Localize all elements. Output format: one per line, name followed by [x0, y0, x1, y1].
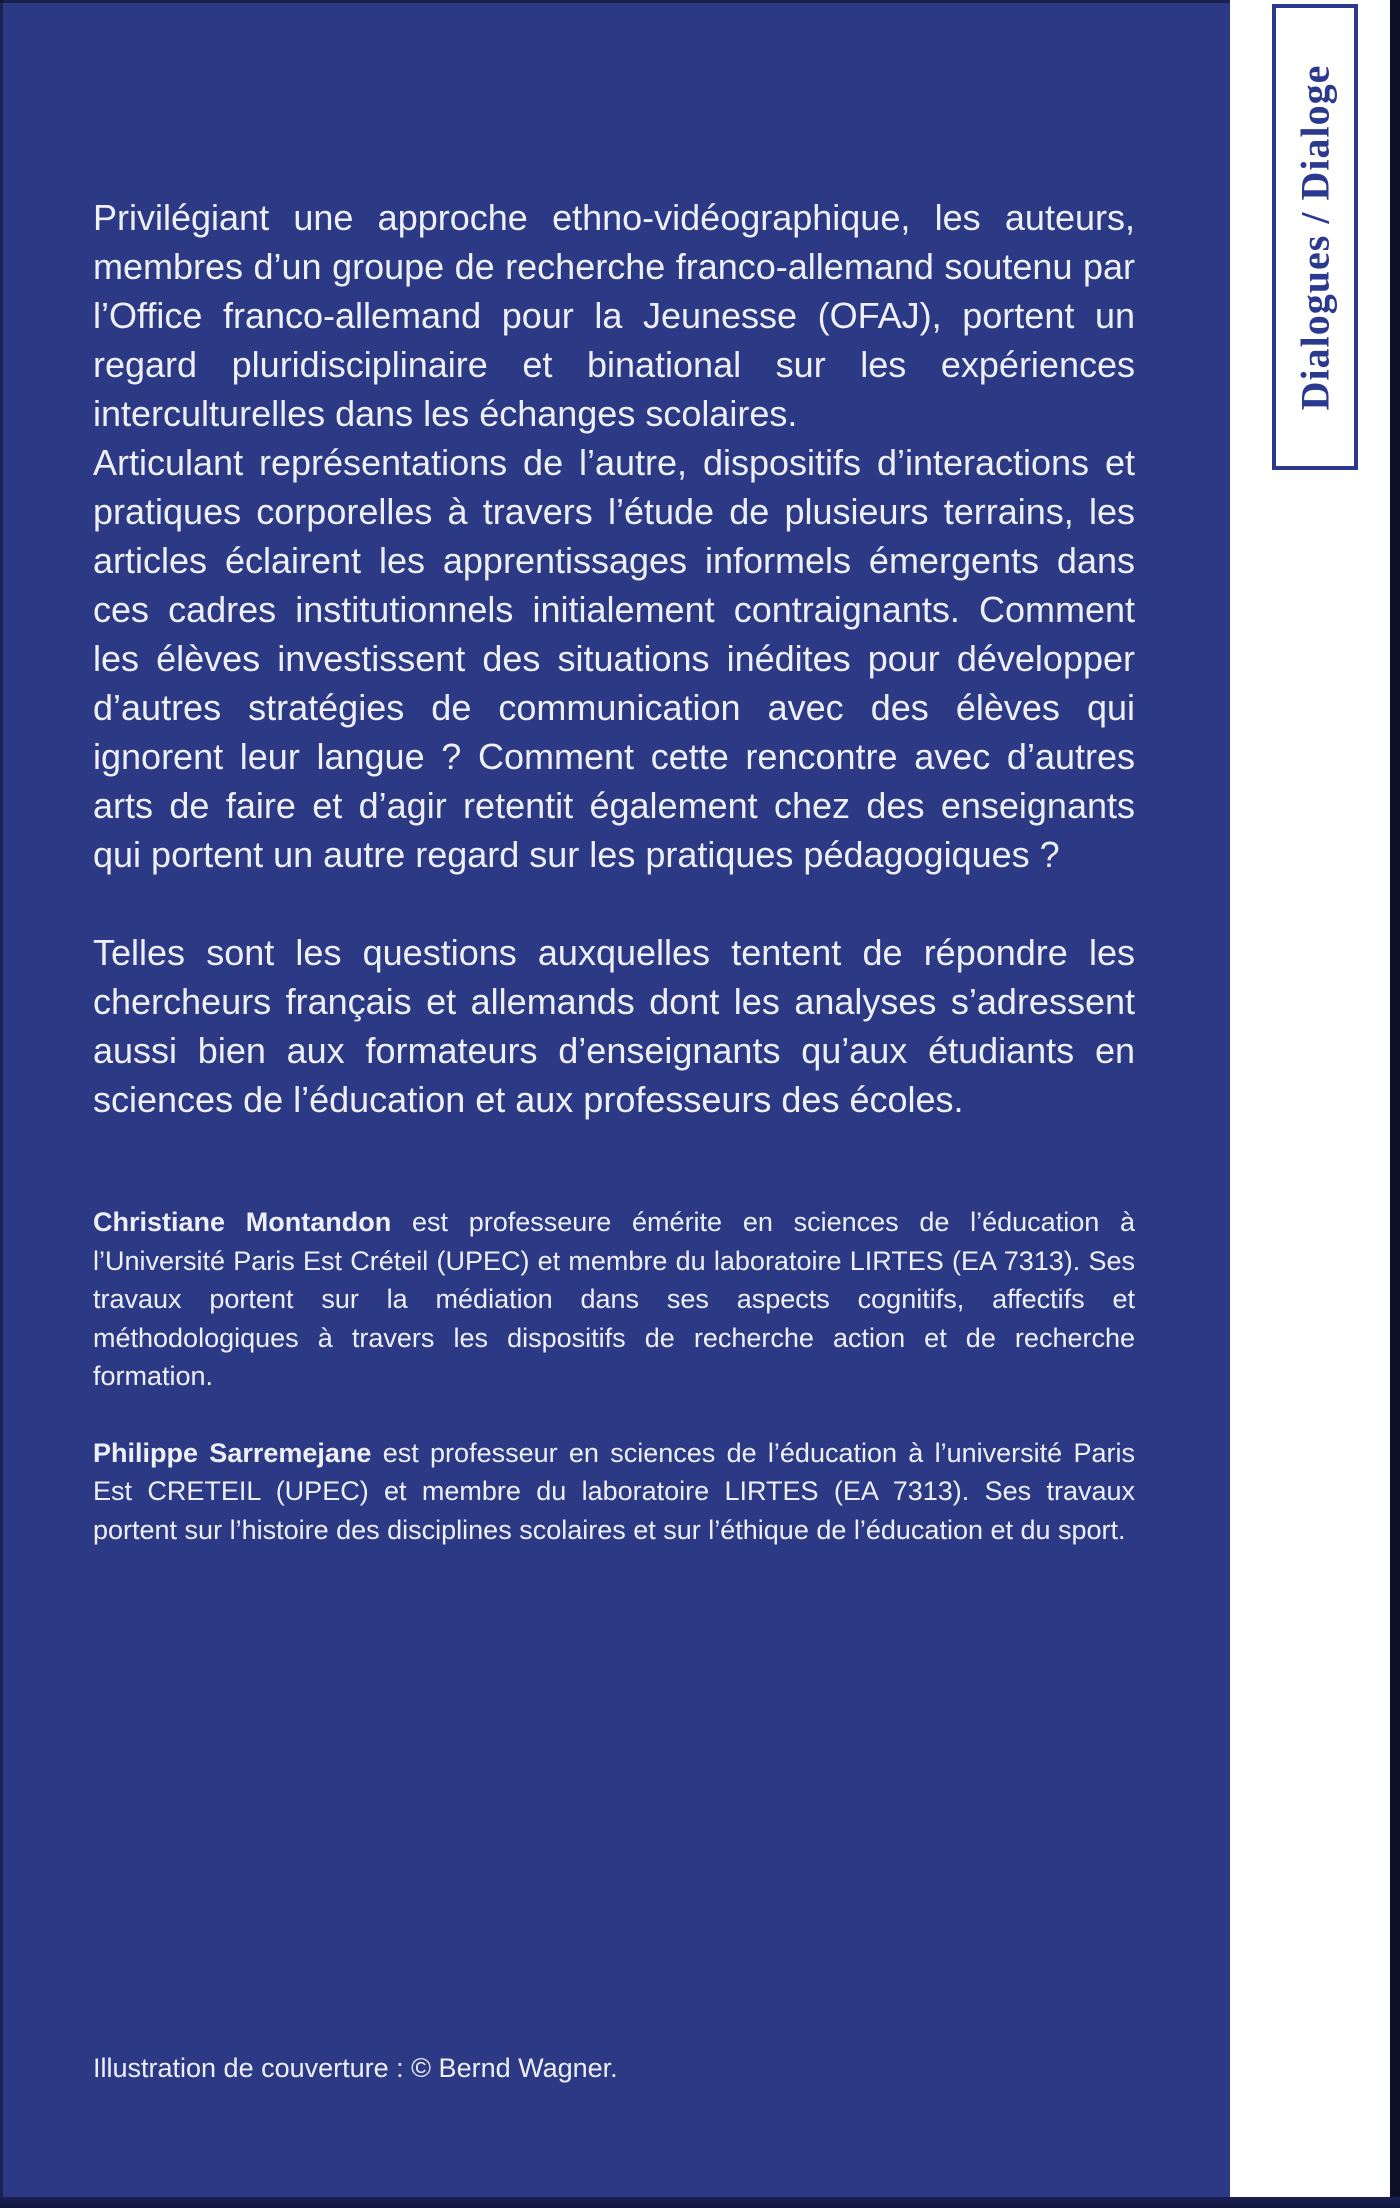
scan-bottom-edge [0, 2197, 1400, 2208]
author-bio-sarremejane-text: est professeur en sciences de l’éducation à l’université Paris Est CRETEIL (UPEC) et membre du laboratoire LIRTES (EA 7313). Ses travaux portent sur l’histoire des disciplines scolaires et sur l’éthique de l’éducation et du sport. [93, 1437, 1135, 1545]
author-name-montandon: Christiane Montandon [93, 1207, 392, 1237]
scan-top-edge [0, 0, 1230, 3]
author-bios-block [93, 1203, 1135, 1549]
scan-right-edge [1390, 0, 1400, 2208]
synopsis-paragraph-3: Telles sont les questions auxquelles tentent de répondre les chercheurs français et allemands dont les analyses s’adressent aussi bien aux formateurs d’enseignants qu’aux étudiants en sciences de l’éducation et aux professeurs des écoles. [93, 932, 1135, 1120]
collection-label: Dialogues / Dialoge [1292, 64, 1338, 410]
collection-tab [1272, 4, 1358, 470]
synopsis-text-block [93, 193, 1135, 1124]
author-name-sarremejane: Philippe Sarremejane [93, 1437, 372, 1468]
author-bio-sarremejane [93, 1434, 1135, 1550]
synopsis-paragraph-1: Privilégiant une approche ethno-vidéographique, les auteurs, membres d’un groupe de recherche franco-allemand soutenu par l’Office franco-allemand pour la Jeunesse (OFAJ), portent un regard pluridisciplinaire et binational sur les expériences interculturelles dans les échanges scolaires. [93, 197, 1135, 434]
scan-left-edge [0, 0, 3, 2208]
cover-illustration-credit: Illustration de couverture : © Bernd Wagner. [93, 2053, 618, 2083]
author-bio-montandon-text: est professeure émérite en sciences de l’éducation à l’Université Paris Est Créteil (UPEC) et membre du laboratoire LIRTES (EA 7313). Ses travaux portent sur la médiation dans ses aspects cognitifs, affectifs et méthodologiques à travers les dispositifs de recherche action et de recherche formation. [93, 1207, 1135, 1391]
synopsis-paragraph-2: Articulant représentations de l’autre, dispositifs d’interactions et pratiques corporelles à travers l’étude de plusieurs terrains, les articles éclairent les apprentissages informels émergents dans ces cadres institutionnels initialement contraignants. Comment les élèves investissent des situations inédites pour développer d’autres stratégies de communication avec des élèves qui ignorent leur langue ? Comment cette rencontre avec d’autres arts de faire et d’agir retentit également chez des enseignants qui portent un autre regard sur les pratiques pédagogiques ? [93, 442, 1135, 875]
spine-strip [1230, 0, 1400, 2208]
author-bio-montandon [93, 1203, 1135, 1396]
